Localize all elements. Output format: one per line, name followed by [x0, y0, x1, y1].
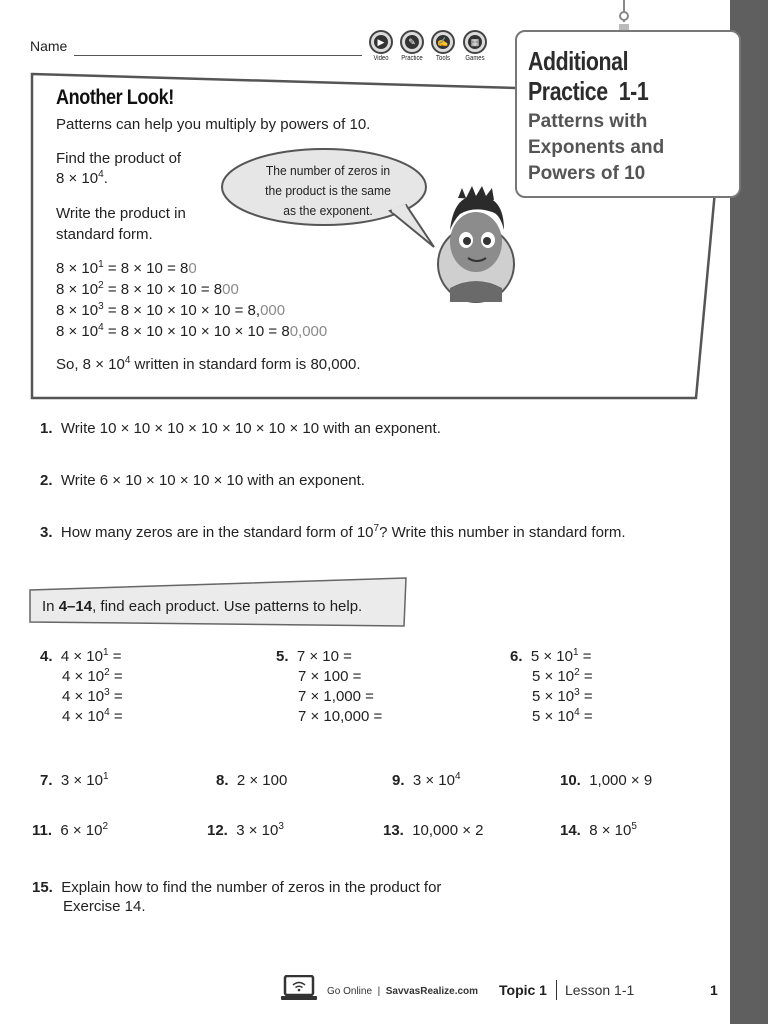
find-line2: $8 \times 10^4$. — [56, 169, 108, 187]
pattern-step-1: $8 \times 10^1 = 8 \times 10 = 80$ — [56, 259, 197, 277]
footer-divider — [556, 980, 557, 1000]
header-lesson-number: 1-1 — [618, 76, 649, 106]
header-subtitle-2: Exponents and — [528, 137, 665, 158]
tools-label: Tools — [436, 55, 450, 62]
problem-1: 1. Write 10 × 10 × 10 × 10 × 10 × 10 × 10 with an exponent. — [40, 420, 441, 437]
header-title-line1: Additional — [528, 46, 629, 76]
problem-2: 2. Write 6 × 10 × 10 × 10 × 10 with an exponent. — [40, 472, 365, 489]
problem-7: 7. $3 \times 10^1$ — [40, 771, 109, 789]
practice-label: Practice — [401, 55, 423, 62]
hanger-icon — [617, 0, 631, 30]
another-look-intro: Patterns can help you multiply by powers of 10. — [56, 116, 371, 133]
conclusion: So, $8 \times 10^4$ written in standard form is 80,000. — [56, 355, 361, 373]
games-label: Games — [465, 55, 485, 62]
tools-icon: ✍ — [431, 30, 455, 54]
another-look-title: Another Look! — [56, 86, 174, 109]
pattern-step-4: $8 \times 10^4 = 8 \times 10 \times 10 \times 10 \times 10 = 80,000$ — [56, 322, 328, 340]
problem-5: 5. 7 × 10 = 7 × 100 = 7 × 1,000 = 7 × 10,000 = — [276, 648, 383, 725]
write-line2: standard form. — [56, 226, 153, 243]
header-subtitle-3: Powers of 10 — [528, 163, 646, 184]
pattern-step-3: $8 \times 10^3 = 8 \times 10 \times 10 \times 10 = 8,000$ — [56, 301, 286, 319]
problem-10: 10. 1,000 × 9 — [560, 772, 653, 789]
instruction-banner-text: In 4–14, find each product. Use patterns to help. — [42, 598, 363, 615]
problem-15: 15. Explain how to find the number of zeros in the product for Exercise 14. — [32, 879, 442, 915]
problem-4: 4. $4 \times 10^1$ = $4 \times 10^2$ = $4 \times 10^3$ = $4 \times 10^4$ = — [40, 647, 123, 725]
header-title-line2 — [528, 76, 648, 107]
footer-lesson: Lesson 1-1 — [565, 982, 635, 998]
footer-topic: Topic 1 — [499, 982, 547, 998]
header-title-practice: Practice — [528, 76, 608, 106]
problem-9: 9. $3 \times 10^4$ — [392, 771, 461, 789]
problem-11: 11. $6 \times 10^2$ — [32, 821, 109, 839]
video-icon: ▶ — [369, 30, 393, 54]
bubble-text: The number of zeros in the product is the same as the exponent. — [265, 163, 391, 218]
problem-14: 14. $8 \times 10^5$ — [560, 821, 637, 839]
laptop-icon — [280, 975, 318, 1003]
games-icon: ▦ — [463, 30, 487, 54]
header-subtitle-1: Patterns with — [528, 111, 648, 132]
problem-8: 8. 2 × 100 — [216, 772, 288, 789]
practice-icon: ✎ — [400, 30, 424, 54]
student-character-avatar — [434, 184, 518, 306]
find-line1: Find the product of — [56, 150, 182, 167]
problem-6: 6. $5 \times 10^1$ = $5 \times 10^2$ = $5 \times 10^3$ = $5 \times 10^4$ = — [510, 647, 593, 725]
problem-12: 12. $3 \times 10^3$ — [207, 821, 284, 839]
write-line1: Write the product in — [56, 205, 186, 222]
problem-3: 3. How many zeros are in the standard form of $10^7$? Write this number in standard form. — [40, 523, 626, 541]
video-label: Video — [373, 55, 389, 62]
name-label: Name — [30, 38, 68, 54]
go-online-link[interactable]: Go Online | SavvasRealize.com — [327, 986, 479, 997]
pattern-step-2: $8 \times 10^2 = 8 \times 10 \times 10 = 800$ — [56, 280, 239, 298]
problem-13: 13. 10,000 × 2 — [383, 822, 484, 839]
page-number: 1 — [710, 982, 718, 998]
